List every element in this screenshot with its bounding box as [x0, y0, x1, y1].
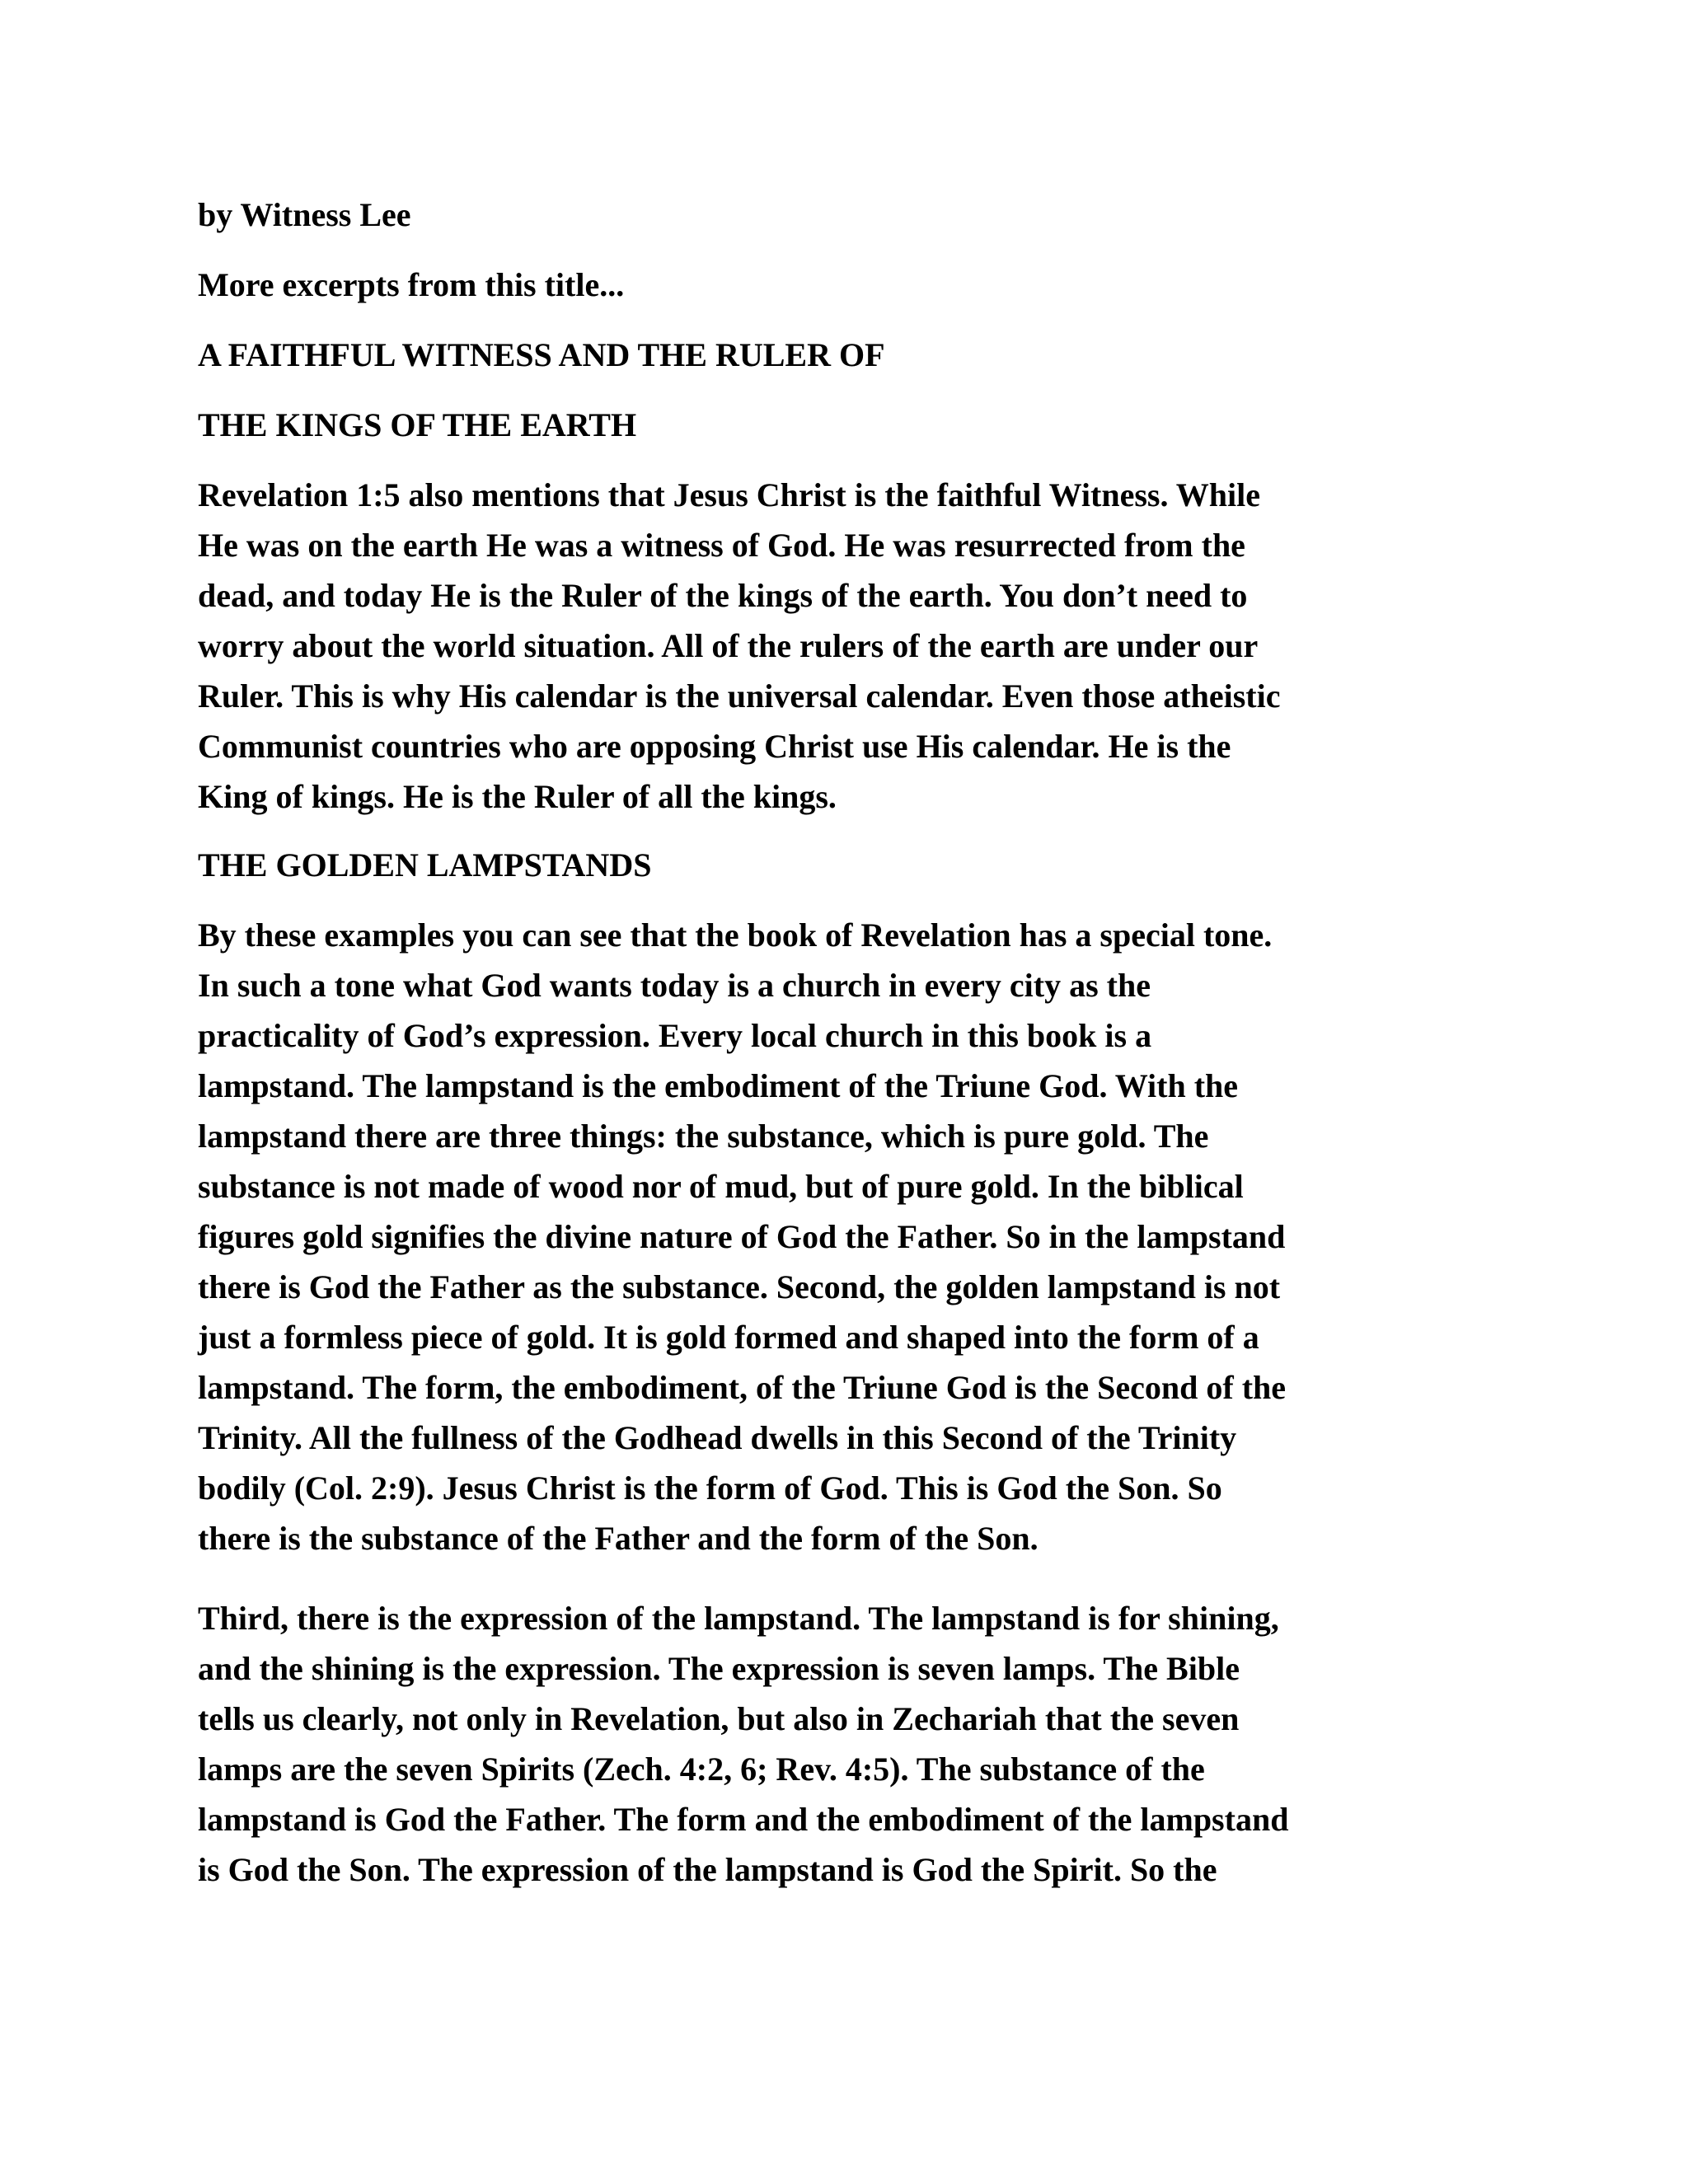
paragraph-line: Third, there is the expression of the lampstand. The lampstand is for shining,	[198, 1600, 1279, 1637]
paragraph-faithful-witness	[198, 470, 1471, 822]
paragraph-line: bodily (Col. 2:9). Jesus Christ is the form of God. This is God the Son. So	[198, 1469, 1222, 1507]
paragraph-line: tells us clearly, not only in Revelation, but also in Zechariah that the seven	[198, 1700, 1240, 1737]
paragraph-line: practicality of God’s expression. Every local church in this book is a	[198, 1017, 1152, 1054]
paragraph-line: He was on the earth He was a witness of God. He was resurrected from the	[198, 527, 1245, 564]
paragraph-line: is God the Son. The expression of the lampstand is God the Spirit. So the	[198, 1851, 1217, 1888]
paragraph-line: lampstand. The lampstand is the embodiment of the Triune God. With the	[198, 1067, 1239, 1104]
paragraph-line: lampstand is God the Father. The form and the embodiment of the lampstand	[198, 1801, 1289, 1838]
paragraph-line: King of kings. He is the Ruler of all the kings.	[198, 778, 837, 815]
paragraph-line: just a formless piece of gold. It is gold formed and shaped into the form of a	[198, 1319, 1259, 1356]
paragraph-line: Revelation 1:5 also mentions that Jesus Christ is the faithful Witness. While	[198, 476, 1260, 513]
paragraph-line: and the shining is the expression. The expression is seven lamps. The Bible	[198, 1650, 1240, 1687]
paragraph-line: there is God the Father as the substance. Second, the golden lampstand is not	[198, 1268, 1281, 1305]
paragraph-line: In such a tone what God wants today is a church in every city as the	[198, 967, 1151, 1004]
paragraph-line: lamps are the seven Spirits (Zech. 4:2, 6; Rev. 4:5). The substance of the	[198, 1750, 1205, 1788]
section-heading-line-1: A FAITHFUL WITNESS AND THE RULER OF	[198, 336, 885, 373]
paragraph-line: figures gold signifies the divine nature of God the Father. So in the lampstand	[198, 1218, 1286, 1255]
paragraph-line: By these examples you can see that the book of Revelation has a special tone.	[198, 916, 1273, 954]
paragraph-line: Communist countries who are opposing Christ use His calendar. He is the	[198, 728, 1231, 765]
more-excerpts-link[interactable]: More excerpts from this title...	[198, 266, 625, 303]
paragraph-line: worry about the world situation. All of the rulers of the earth are under our	[198, 627, 1259, 664]
paragraph-line: there is the substance of the Father and the form of the Son.	[198, 1520, 1039, 1557]
paragraph-expression	[198, 1593, 1471, 1895]
paragraph-line: dead, and today He is the Ruler of the kings of the earth. You don’t need to	[198, 577, 1248, 614]
section-heading-line-2: THE KINGS OF THE EARTH	[198, 406, 637, 443]
paragraph-line: Ruler. This is why His calendar is the universal calendar. Even those atheistic	[198, 677, 1281, 715]
author-line: by Witness Lee	[198, 196, 411, 233]
paragraph-golden-lampstands	[198, 910, 1471, 1563]
paragraph-line: Trinity. All the fullness of the Godhead dwells in this Second of the Trinity	[198, 1419, 1237, 1456]
paragraph-line: lampstand. The form, the embodiment, of the Triune God is the Second of the	[198, 1369, 1287, 1406]
document-body	[198, 190, 1471, 1913]
section-heading-golden-lampstands: THE GOLDEN LAMPSTANDS	[198, 846, 652, 883]
paragraph-line: substance is not made of wood nor of mud, but of pure gold. In the biblical	[198, 1168, 1244, 1205]
paragraph-line: lampstand there are three things: the substance, which is pure gold. The	[198, 1118, 1209, 1155]
